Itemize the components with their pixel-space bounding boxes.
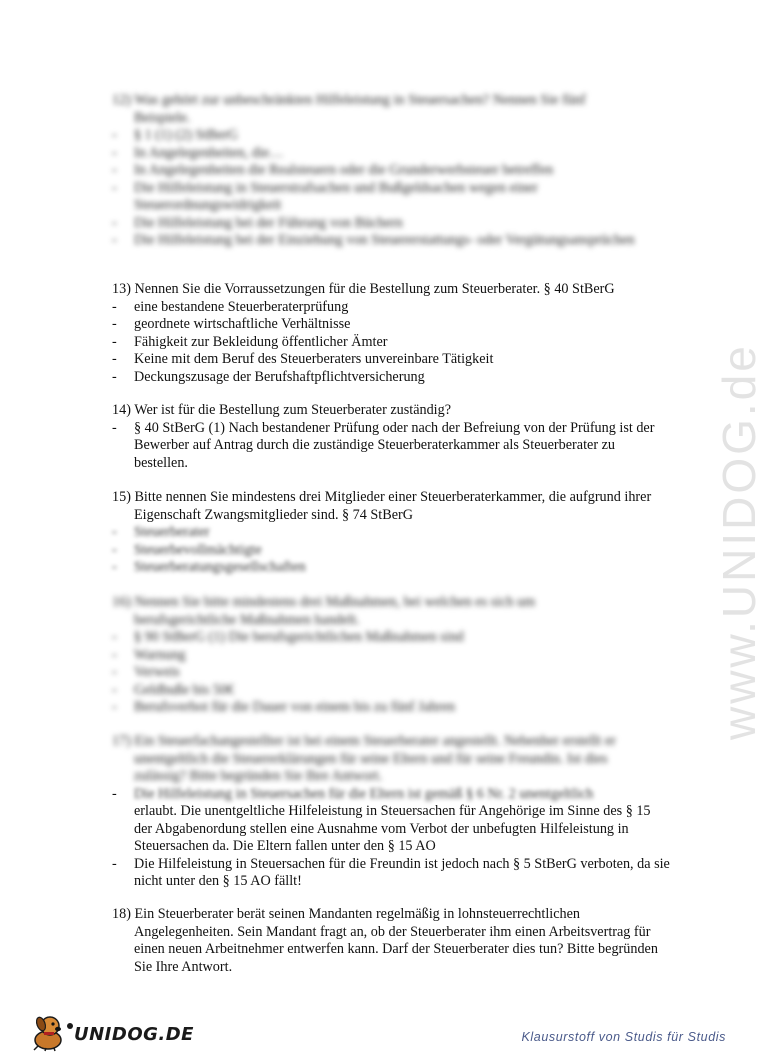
question-18-text: 18) Ein Steuerberater berät seinen Mandanten regelmäßig in lohnsteuerrechtlichen Angelegenheiten. Sein Mandant fragt an, ob der Steuerberater ihm einen Arbeitsvertrag für einen neuen Arbeitnehmer entwerfen kann. Darf der Steuerberater dies tun? Bitte begründen Sie Ihre Antwort. — [112, 906, 658, 975]
question-18 — [112, 906, 672, 976]
question-13 — [112, 281, 672, 386]
question-13-text: 13) Nennen Sie die Vorraussetzungen für die Bestellung zum Steuerberater. § 40 StBerG — [112, 281, 615, 297]
question-14-answers — [112, 420, 672, 473]
question-12 — [112, 92, 672, 250]
list-item: - Die Hilfeleistung bei der Führung von Büchern — [112, 215, 672, 233]
question-15-text: 15) Bitte nennen Sie mindestens drei Mitglieder einer Steuerberaterkammer, die aufgrund ihrer Eigenschaft Zwangsmitglieder sind. § 74 StBerG — [112, 489, 652, 523]
list-item: - § 40 StBerG (1) Nach bestandener Prüfung oder nach der Befreiung von der Prüfung ist der Bewerber auf Antrag durch die zuständige Steuerberaterkammer als Steuerberater zu bestellen. — [112, 420, 672, 473]
list-item: - § 90 StBerG (1) Die berufsgerichtlichen Maßnahmen sind — [112, 629, 672, 647]
question-15 — [112, 489, 672, 577]
list-item: - Die Hilfeleistung in Steuerstrafsachen und Bußgeldsachen wegen einer Steuerordnungswidrigkeit — [112, 180, 672, 215]
list-item: - Steuerberatungsgesellschaften — [112, 559, 672, 577]
list-item: - Steuerbevollmächtigte — [112, 542, 672, 560]
question-12-answers — [112, 127, 672, 250]
list-item: - Verweis — [112, 664, 672, 682]
question-17 — [112, 733, 672, 891]
list-item: - In Angelegenheiten die Realsteuern oder die Grunderwerbsteuer betreffen — [112, 162, 672, 180]
answer-first-line: - Die Hilfeleistung in Steuersachen für die Eltern ist gemäß § 6 Nr. 2 unentgeltlich — [134, 785, 594, 802]
question-14 — [112, 402, 672, 472]
list-item: - Steuerberater — [112, 524, 672, 542]
list-item: - Geldbuße bis 50€ — [112, 682, 672, 700]
watermark: www.UNIDOG.de — [713, 343, 765, 740]
question-16-text: 16) Nennen Sie bitte mindestens drei Maßnahmen, bei welchen es sich um berufsgerichtliche Maßnahmen handelt. — [112, 594, 536, 628]
list-item: - Fähigkeit zur Bekleidung öffentlicher Ämter — [112, 334, 672, 352]
answer-rest: erlaubt. Die unentgeltliche Hilfeleistung in Steuersachen für Angehörige im Sinne des § 15 der Abgabenordung stellen eine Ausnahme vom Verbot der unbefugten Hilfeleistung in Steuersachen da. Die Eltern fallen unter den § 15 AO — [134, 803, 651, 854]
list-item: - § 1 (1) (2) StBerG — [112, 127, 672, 145]
unidog-logo[interactable] — [26, 1012, 194, 1052]
logo-text: UNIDOG.DE — [74, 1024, 194, 1045]
footer-tagline: Klausurstoff von Studis für Studis — [521, 1030, 726, 1044]
question-17-answers — [112, 786, 672, 891]
list-item: - geordnete wirtschaftliche Verhältnisse — [112, 316, 672, 334]
list-item: - Keine mit dem Beruf des Steuerberaters unvereinbare Tätigkeit — [112, 351, 672, 369]
list-item — [112, 786, 672, 856]
list-item: - Deckungszusage der Berufshaftpflichtversicherung — [112, 369, 672, 387]
list-item: - In Angelegenheiten, die… — [112, 145, 672, 163]
list-item: - Berufsverbot für die Dauer von einem bis zu fünf Jahren — [112, 699, 672, 717]
question-14-text: 14) Wer ist für die Bestellung zum Steuerberater zuständig? — [112, 402, 452, 418]
question-16 — [112, 594, 672, 717]
question-16-answers — [112, 629, 672, 717]
question-17-text: 17) Ein Steuerfachangestellter ist bei einem Steuerberater angestellt. Nebenher erstellt er unentgeltlich die Steuererklärungen für seine Eltern und für seine Freundin. Ist dies zulässig? Bitte begründen Sie Ihre Antwort. — [112, 733, 616, 784]
list-item: - Warnung — [112, 647, 672, 665]
list-item: - Die Hilfeleistung in Steuersachen für die Freundin ist jedoch nach § 5 StBerG verboten, da sie nicht unter den § 15 AO fällt! — [112, 856, 672, 891]
list-item: - eine bestandene Steuerberaterprüfung — [112, 299, 672, 317]
question-13-answers — [112, 299, 672, 387]
dog-mascot-icon — [26, 1012, 76, 1052]
question-15-answers — [112, 524, 672, 577]
list-item: - Die Hilfeleistung bei der Einziehung von Steuererstattungs- oder Vergütungsansprüchen — [112, 232, 672, 250]
question-12-text: 12) Was gehört zur unbeschränkten Hilfeleistung in Steuersachen? Nennen Sie fünf Beispiele. — [112, 92, 586, 126]
